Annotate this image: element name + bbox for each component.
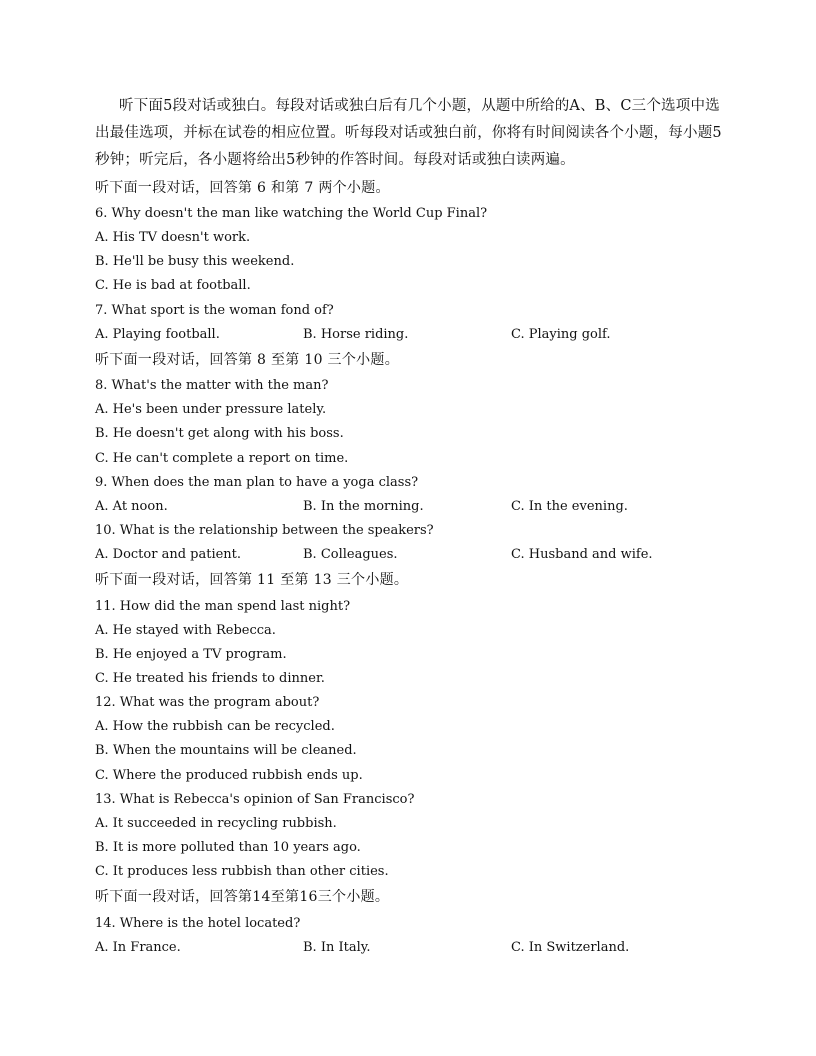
question-6: 6. Why doesn't the man like watching the World Cup Final?: [95, 206, 488, 221]
question-14: 14. Where is the hotel located?: [95, 916, 301, 931]
section-heading-14-16: 听下面一段对话，回答第14至第16三个小题。: [95, 889, 390, 905]
question-10-option-b: B. Colleagues.: [303, 547, 398, 562]
section-heading-11-13: 听下面一段对话，回答第 11 至第 13 三个小题。: [95, 572, 409, 588]
question-11-option-b: B. He enjoyed a TV program.: [95, 647, 287, 662]
question-12: 12. What was the program about?: [95, 695, 320, 710]
question-12-option-b: B. When the mountains will be cleaned.: [95, 743, 357, 758]
question-13: 13. What is Rebecca's opinion of San Francisco?: [95, 792, 415, 807]
question-12-option-a: A. How the rubbish can be recycled.: [95, 719, 335, 734]
question-8: 8. What's the matter with the man?: [95, 378, 329, 393]
question-7-option-a: A. Playing football.: [95, 327, 220, 342]
question-6-option-a: A. His TV doesn't work.: [95, 230, 251, 245]
question-6-option-c: C. He is bad at football.: [95, 278, 251, 293]
question-9: 9. When does the man plan to have a yoga class?: [95, 475, 419, 490]
question-12-option-c: C. Where the produced rubbish ends up.: [95, 768, 363, 783]
question-14-option-b: B. In Italy.: [303, 940, 371, 955]
question-6-option-b: B. He'll be busy this weekend.: [95, 254, 295, 269]
question-8-option-c: C. He can't complete a report on time.: [95, 451, 349, 466]
question-14-option-a: A. In France.: [95, 940, 181, 955]
question-11: 11. How did the man spend last night?: [95, 599, 351, 614]
question-8-option-b: B. He doesn't get along with his boss.: [95, 426, 344, 441]
question-9-option-a: A. At noon.: [95, 499, 168, 514]
question-11-option-a: A. He stayed with Rebecca.: [95, 623, 276, 638]
instructions-paragraph: 听下面5段对话或独白。每段对话或独白后有几个小题，从题中所给的A、B、C三个选项中选出最佳选项，并标在试卷的相应位置。听每段对话或独白前，你将有时间阅读各个小题，每小题5秒钟；听完后，各小题将给出5秒钟的作答时间。每段对话或独白读两遍。: [95, 98, 722, 168]
question-13-option-a: A. It succeeded in recycling rubbish.: [95, 816, 337, 831]
question-8-option-a: A. He's been under pressure lately.: [95, 402, 327, 417]
section-heading-8-10: 听下面一段对话，回答第 8 至第 10 三个小题。: [95, 352, 400, 368]
question-13-option-b: B. It is more polluted than 10 years ago.: [95, 840, 361, 855]
question-7-option-b: B. Horse riding.: [303, 327, 409, 342]
question-7: 7. What sport is the woman fond of?: [95, 303, 334, 318]
question-9-option-b: B. In the morning.: [303, 499, 424, 514]
question-14-option-c: C. In Switzerland.: [511, 940, 630, 955]
question-10-option-a: A. Doctor and patient.: [95, 547, 242, 562]
question-11-option-c: C. He treated his friends to dinner.: [95, 671, 325, 686]
question-10-option-c: C. Husband and wife.: [511, 547, 653, 562]
question-9-option-c: C. In the evening.: [511, 499, 628, 514]
question-10: 10. What is the relationship between the speakers?: [95, 523, 434, 538]
question-13-option-c: C. It produces less rubbish than other cities.: [95, 864, 389, 879]
question-7-option-c: C. Playing golf.: [511, 327, 611, 342]
section-heading-6-7: 听下面一段对话，回答第 6 和第 7 两个小题。: [95, 180, 390, 196]
